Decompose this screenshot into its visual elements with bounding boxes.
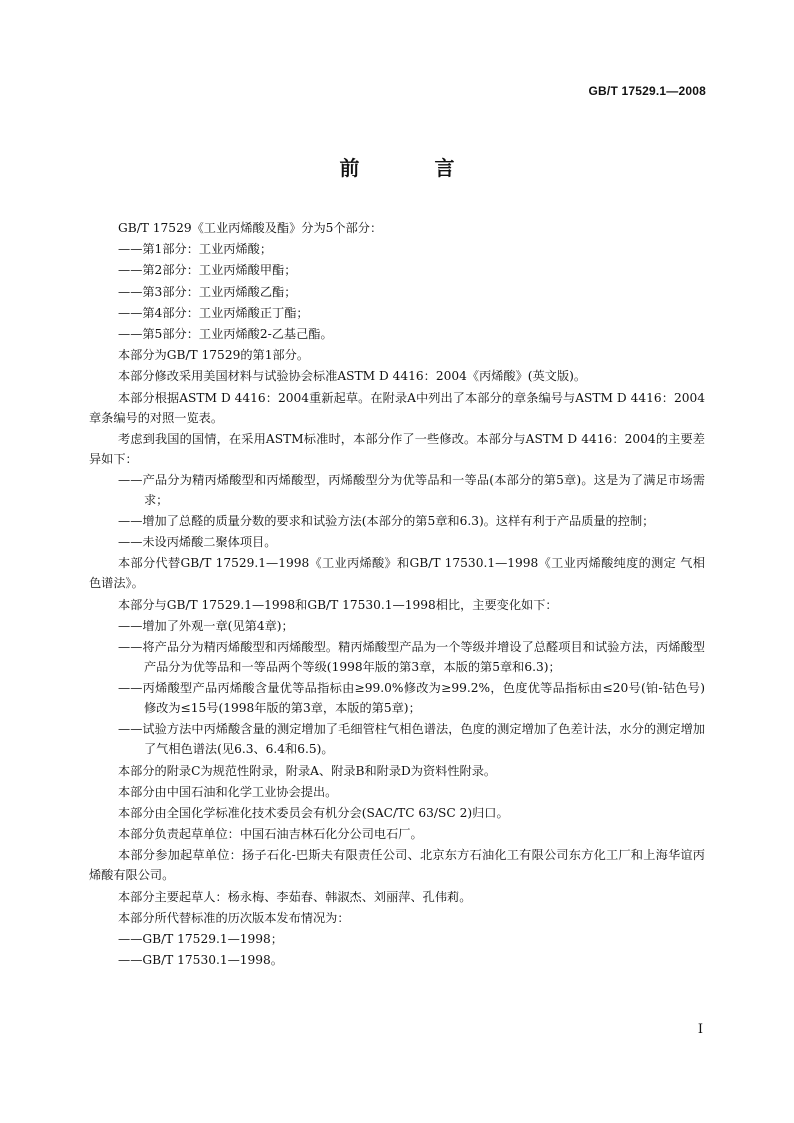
paragraph: 本部分修改采用美国材料与试验协会标准ASTM D 4416：2004《丙烯酸》(英文版)。 — [118, 369, 587, 384]
list-item: ——丙烯酸型产品丙烯酸含量优等品指标由≥99.0%修改为≥99.2%，色度优等品指标由≤20号(铂-钴色号)修改为≤15号(1998年版的第3章，本版的第5章)； — [118, 681, 705, 716]
list-item: ——增加了总醛的质量分数的要求和试验方法(本部分的第5章和6.3)。这样有利于产品质量的控制； — [118, 514, 655, 529]
paragraph: 考虑到我国的国情，在采用ASTM标准时，本部分作了一些修改。本部分与ASTM D 4416：2004的主要差异如下： — [89, 431, 705, 466]
list-item: ——第4部分：工业丙烯酸正丁酯； — [118, 305, 309, 320]
paragraph: 本部分由中国石油和化学工业协会提出。 — [118, 784, 338, 799]
list-item: ——GB/T 17529.1—1998； — [118, 931, 283, 946]
page-title: 前 言 — [339, 156, 489, 180]
list-item: ——未设丙烯酸二聚体项目。 — [118, 535, 277, 550]
paragraph: 本部分所代替标准的历次版本发布情况为： — [118, 910, 350, 925]
list-item: ——第5部分：工业丙烯酸2-乙基己酯。 — [118, 326, 333, 341]
paragraph: 本部分与GB/T 17529.1—1998和GB/T 17530.1—1998相比，主要变化如下： — [118, 597, 558, 612]
list-item: ——第1部分：工业丙烯酸； — [118, 242, 273, 257]
list-item: ——试验方法中丙烯酸含量的测定增加了毛细管柱气相色谱法，色度的测定增加了色差计法，水分的测定增加了气相色谱法(见6.3、6.4和6.5)。 — [118, 722, 705, 757]
paragraph: 本部分主要起草人：杨永梅、李茹春、韩淑杰、刘丽萍、孔伟莉。 — [118, 889, 472, 904]
list-item: ——第3部分：工业丙烯酸乙酯； — [118, 284, 297, 299]
list-item: ——将产品分为精丙烯酸型和丙烯酸型。精丙烯酸型产品为一个等级并增设了总醛项目和试验方法，丙烯酸型产品分为优等品和一等品两个等级(1998年版的第3章，本版的第5章和6.3)； — [118, 640, 705, 674]
standard-number-header: GB/T 17529.1—2008 — [588, 84, 706, 98]
page-number: I — [697, 1022, 703, 1037]
paragraph: 本部分根据ASTM D 4416：2004重新起草。在附录A中列出了本部分的章条编号与ASTM D 4416：2004章条编号的对照一览表。 — [89, 390, 705, 425]
foreword-body — [89, 218, 705, 971]
paragraph: 本部分代替GB/T 17529.1—1998《工业丙烯酸》和GB/T 17530.1—1998《工业丙烯酸纯度的测定 气相色谱法》。 — [89, 556, 705, 591]
list-item: ——GB/T 17530.1—1998。 — [118, 953, 283, 968]
paragraph: 本部分负责起草单位：中国石油吉林石化分公司电石厂。 — [118, 827, 423, 842]
list-item: ——第2部分：工业丙烯酸甲酯； — [118, 263, 297, 278]
paragraph: 本部分的附录C为规范性附录，附录A、附录B和附录D为资料性附录。 — [118, 763, 497, 778]
paragraph: 本部分参加起草单位：扬子石化-巴斯夫有限责任公司、北京东方石油化工有限公司东方化工厂和上海华谊丙烯酸有限公司。 — [89, 848, 705, 883]
list-item: ——增加了外观一章(见第4章)； — [118, 618, 294, 633]
paragraph: 本部分为GB/T 17529的第1部分。 — [118, 348, 310, 363]
paragraph: GB/T 17529《工业丙烯酸及酯》分为5个部分： — [118, 221, 383, 235]
paragraph: 本部分由全国化学标准化技术委员会有机分会(SAC/TC 63/SC 2)归口。 — [118, 805, 509, 820]
list-item: ——产品分为精丙烯酸型和丙烯酸型，丙烯酸型分为优等品和一等品(本部分的第5章)。这是为了满足市场需求； — [118, 472, 705, 507]
